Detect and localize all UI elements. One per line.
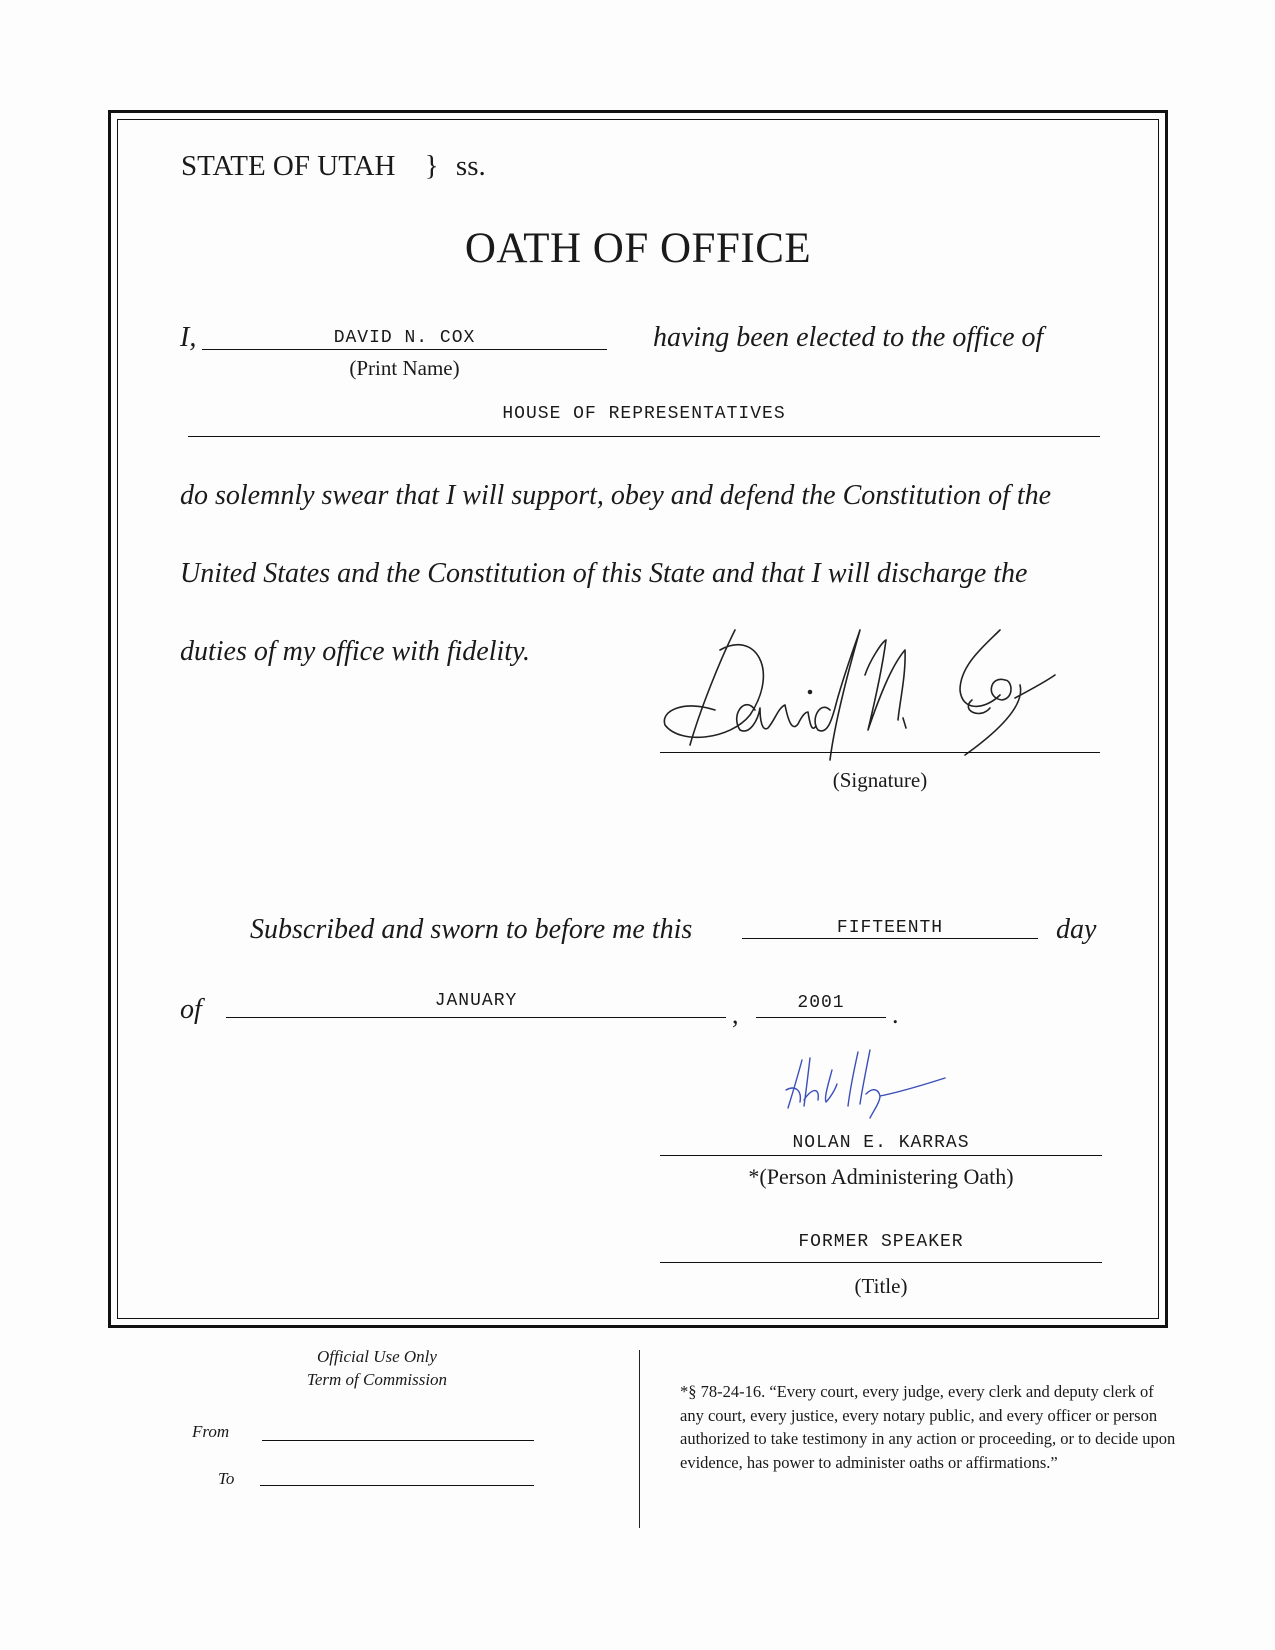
day-value: FIFTEENTH <box>836 918 944 938</box>
term-label: Term of Commission <box>306 1370 448 1389</box>
signature-rule <box>660 752 1100 753</box>
title-caption: (Title) <box>854 1274 908 1298</box>
ss-label: ss. <box>455 150 486 182</box>
elected-text: having been elected to the office of <box>653 322 1044 353</box>
footer-divider <box>639 1350 640 1528</box>
period: . <box>892 1000 899 1029</box>
year-value: 2001 <box>797 993 845 1013</box>
state-label: STATE OF UTAH <box>181 150 396 182</box>
administrator-signature <box>780 1040 980 1120</box>
state-heading <box>181 150 486 183</box>
title-value: FORMER SPEAKER <box>798 1232 964 1252</box>
official-use-label: Official Use Only <box>317 1347 437 1366</box>
officer-signature <box>660 620 1080 790</box>
sworn-text: Subscribed and sworn to before me this <box>250 914 693 945</box>
from-rule <box>262 1440 534 1441</box>
comma: , <box>732 1000 739 1029</box>
oath-line-2: United States and the Constitution of this State and that I will discharge the <box>180 558 1028 589</box>
to-label: To <box>218 1469 235 1488</box>
month-rule <box>226 1017 726 1018</box>
administrator-caption: *(Person Administering Oath) <box>748 1164 1014 1189</box>
office-value: HOUSE OF REPRESENTATIVES <box>502 404 786 424</box>
signature-caption: (Signature) <box>832 768 928 792</box>
brace: } <box>424 150 439 182</box>
print-name-rule <box>202 349 607 350</box>
day-word: day <box>1056 914 1097 945</box>
i-prefix: I, <box>180 322 197 353</box>
day-rule <box>742 938 1038 939</box>
from-label: From <box>192 1422 230 1441</box>
print-name-value: DAVID N. COX <box>333 328 476 348</box>
office-rule <box>188 436 1100 437</box>
title-rule <box>660 1262 1102 1263</box>
statute-text: *§ 78-24-16. “Every court, every judge, every clerk and deputy clerk of any court, every justice, every notary public, and every officer or person authorized to take testimony in any action or proceeding, or to decide upon evidence, has power to administer oaths or affirmations.” <box>680 1382 1176 1472</box>
page-title: OATH OF OFFICE <box>464 225 812 272</box>
to-rule <box>260 1485 534 1486</box>
year-rule <box>756 1017 886 1018</box>
administrator-rule <box>660 1155 1102 1156</box>
administrator-name: NOLAN E. KARRAS <box>792 1133 970 1153</box>
oath-line-3: duties of my office with fidelity. <box>180 636 530 667</box>
month-value: JANUARY <box>434 991 518 1011</box>
of-word: of <box>180 994 202 1025</box>
oath-line-1: do solemnly swear that I will support, obey and defend the Constitution of the <box>180 480 1052 511</box>
print-name-caption: (Print Name) <box>349 356 460 380</box>
